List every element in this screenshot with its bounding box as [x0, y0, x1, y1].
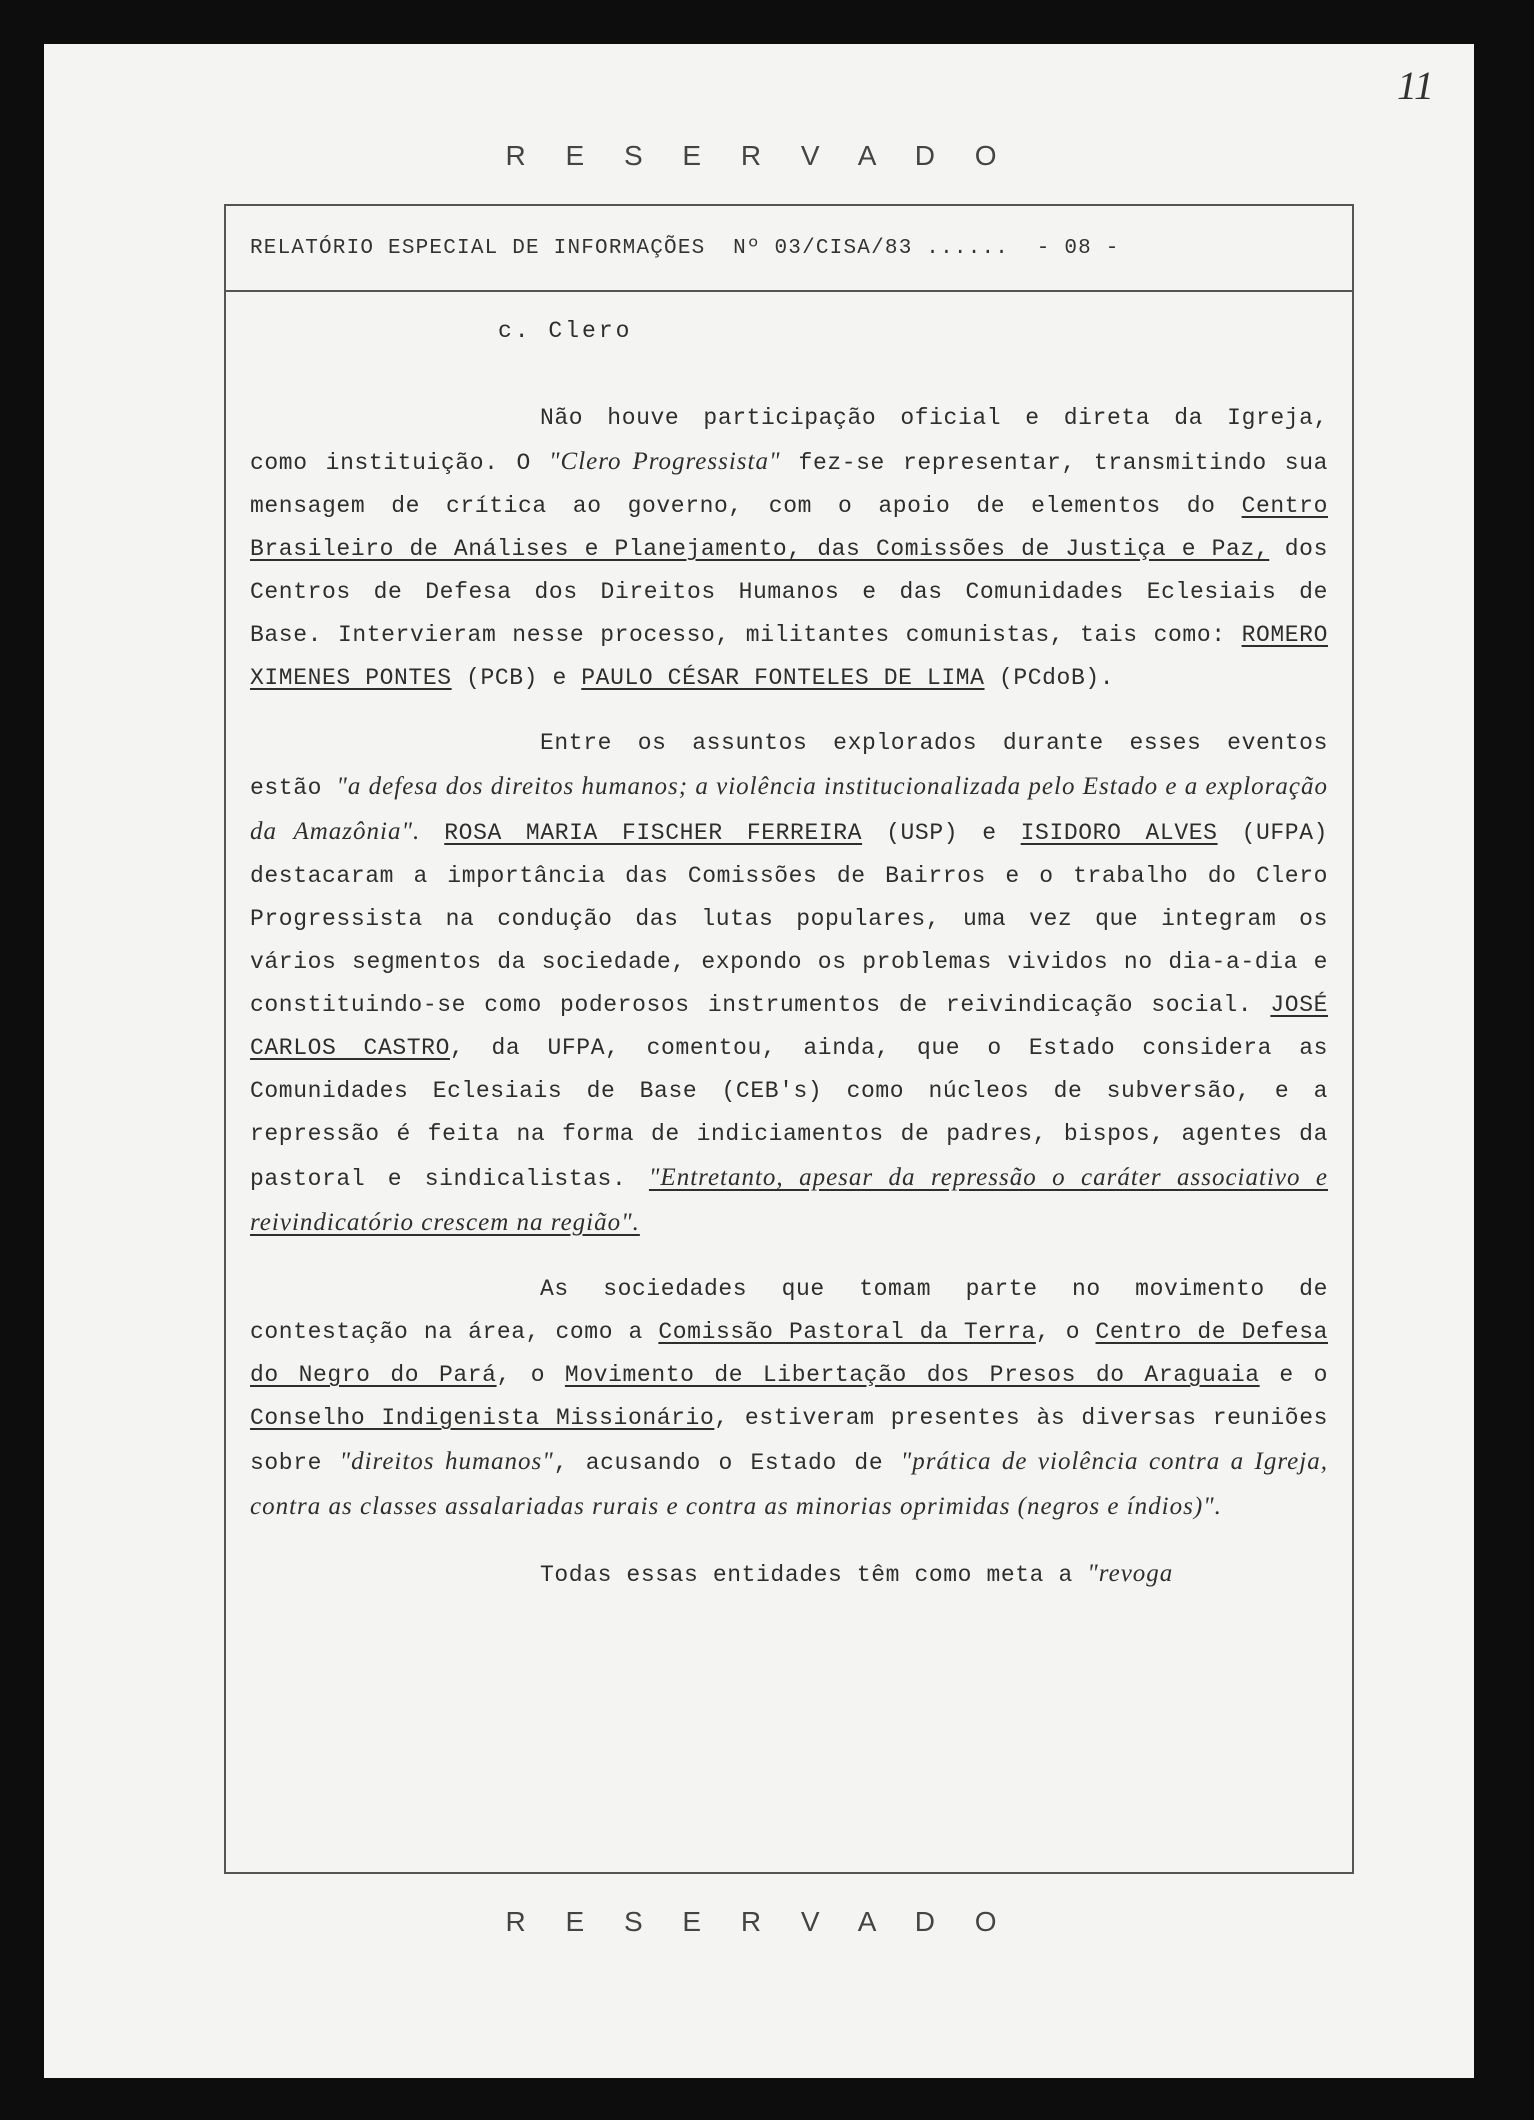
section-title: c. Clero [498, 318, 633, 344]
p3-text-g: e o [1259, 1362, 1329, 1388]
p1-quote-clero: "Clero Progressista" [549, 448, 781, 475]
document-page [44, 44, 1474, 2078]
p1-text-a: Não houve participação oficial e direta da Igreja, como instituição. O [250, 405, 1328, 476]
p1-text-e: dos Centros de Defesa dos Direitos Humanos e das Comunidades Eclesiais de Base. Intervieram nesse processo, militantes comunistas, tais como: [250, 536, 1328, 648]
report-header: RELATÓRIO ESPECIAL DE INFORMAÇÕES Nº 03/CISA/83 ...... - 08 - [226, 206, 1352, 292]
p2-text-g: (UFPA) destacaram a importância das Comissões de Bairros e o trabalho do Clero Progressista na condução das lutas populares, uma vez que integram os vários segmentos da sociedade, expondo os problemas vividos no dia-a-dia e constituindo-se como poderosos instrumentos de reivindicação social. [250, 820, 1329, 1018]
paragraph-3 [250, 1268, 1328, 1530]
p1-name-paulo: PAULO CÉSAR FONTELES DE LIMA [581, 665, 985, 691]
classification-bottom: R E S E R V A D O [505, 1906, 1013, 1937]
classification-top: R E S E R V A D O [505, 140, 1013, 171]
p2-quote-entretanto: "Entretanto, apesar da repressão o caráter associativo e reivindicatório crescem na região". [250, 1164, 1328, 1236]
p2-text-e: (USP) e [862, 820, 1021, 846]
p2-text-i: , da UFPA, comentou, ainda, que o Estado considera as Comunidades Eclesiais de Base (CEB's) como núcleos de subversão, e a repressão é feita na forma de indiciamentos de padres, bispos, agentes da pastoral e sindicalistas. [250, 1035, 1328, 1192]
p3-quote-direitos: "direitos humanos" [339, 1448, 554, 1475]
p3-text-e: , o [496, 1362, 565, 1388]
report-body [250, 310, 1328, 1597]
p3-org-cpt: Comissão Pastoral da Terra [658, 1319, 1036, 1345]
p3-text-a: As sociedades que tomam parte no movimento de contestação na área, como a [250, 1276, 1328, 1345]
p2-text-c [420, 820, 444, 846]
paragraph-2 [250, 722, 1328, 1246]
p2-name-isidoro: ISIDORO ALVES [1020, 820, 1218, 846]
paragraph-4 [250, 1552, 1328, 1597]
p3-text-i: , estiveram presentes às diversas reuniões sobre [250, 1405, 1328, 1476]
p3-quote-violencia: "prática de violência contra a Igreja, contra as classes assalariadas rurais e contra as minorias oprimidas (negros e índios)". [250, 1448, 1328, 1520]
page-number: 11 [1396, 63, 1434, 108]
p1-text-i: (PCdoB). [984, 665, 1115, 691]
p1-underlined-entities: Centro Brasileiro de Análises e Planejamento, das Comissões de Justiça e Paz, [250, 493, 1328, 562]
p3-text-c: , o [1035, 1319, 1096, 1345]
p4-quote-revoga: "revoga [1087, 1560, 1174, 1587]
p2-name-rosa: ROSA MARIA FISCHER FERREIRA [444, 820, 863, 846]
p1-name-romero: ROMERO XIMENES PONTES [250, 622, 1328, 691]
p4-text-a: Todas essas entidades têm como meta a [540, 1562, 1088, 1588]
paragraph-1 [250, 397, 1328, 700]
p2-text-a: Entre os assuntos explorados durante esses eventos estão [250, 730, 1328, 801]
report-frame [224, 204, 1354, 1874]
p3-org-cimi: Conselho Indigenista Missionário [250, 1405, 715, 1431]
p2-quote-topics: "a defesa dos direitos humanos; a violência institucionalizada pelo Estado e a exploração da Amazônia". [250, 773, 1328, 845]
p3-org-cedenpa: Centro de Defesa do Negro do Pará [250, 1319, 1329, 1388]
p1-text-g: (PCB) e [451, 665, 582, 691]
p3-org-movimento: Movimento de Libertação dos Presos do Araguaia [564, 1362, 1260, 1388]
p1-text-c: fez-se representar, transmitindo sua mensagem de crítica ao governo, com o apoio de elementos do [250, 450, 1328, 519]
p2-name-jose: JOSÉ CARLOS CASTRO [250, 992, 1328, 1061]
p3-text-k: , acusando o Estado de [553, 1450, 901, 1476]
